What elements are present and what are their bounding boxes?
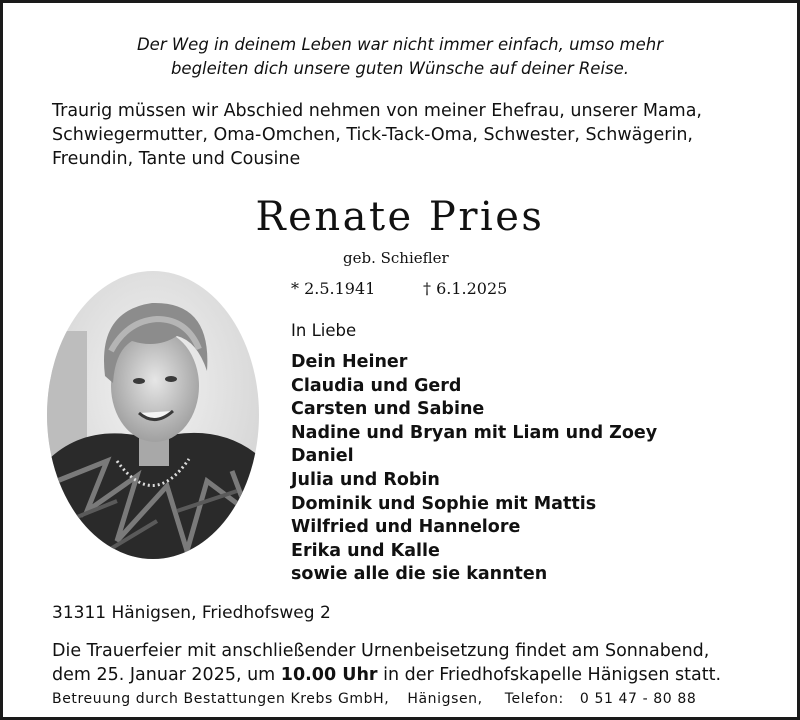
list-item: Wilfried und Hannelore bbox=[291, 517, 521, 538]
intro-line-1: Traurig müssen wir Abschied nehmen von meiner Ehefrau, unserer Mama, bbox=[52, 101, 702, 121]
ceremony-location: in der Friedhofskapelle Hänigsen statt. bbox=[377, 665, 722, 685]
funeral-home-town: Hänigsen, bbox=[407, 691, 483, 707]
funeral-home-name: Betreuung durch Bestattungen Krebs GmbH, bbox=[52, 691, 390, 707]
ceremony-time: 10.00 Uhr bbox=[280, 665, 378, 685]
list-item: Dominik und Sophie mit Mattis bbox=[291, 493, 597, 514]
ceremony-date: dem 25. Januar 2025, um bbox=[52, 665, 281, 685]
death-date: † 6.1.2025 bbox=[423, 279, 508, 298]
ceremony-line-2 bbox=[52, 663, 792, 687]
portrait-photo bbox=[47, 271, 259, 559]
motto bbox=[3, 33, 797, 81]
ceremony-info bbox=[52, 639, 792, 687]
motto-line-2: begleiten dich unsere guten Wünsche auf deiner Reise. bbox=[170, 59, 630, 78]
list-item: Nadine und Bryan mit Liam und Zoey bbox=[291, 422, 658, 443]
deceased-name: Renate Pries bbox=[255, 194, 545, 240]
intro-line-2: Schwiegermutter, Oma-Omchen, Tick-Tack-Oma, Schwester, Schwägerin, bbox=[52, 125, 693, 145]
birth-date: * 2.5.1941 bbox=[291, 279, 376, 298]
mourners-heading: In Liebe bbox=[291, 321, 357, 340]
list-item: sowie alle die sie kannten bbox=[291, 564, 548, 585]
list-item: Daniel bbox=[291, 446, 354, 467]
phone-number: 0 51 47 - 80 88 bbox=[579, 691, 697, 707]
maiden-name: geb. Schiefler bbox=[343, 249, 449, 267]
intro-text bbox=[52, 99, 792, 171]
funeral-home-footer bbox=[52, 691, 772, 707]
intro-line-3: Freundin, Tante und Cousine bbox=[52, 149, 301, 169]
mourners-list bbox=[291, 351, 657, 587]
list-item: Claudia und Gerd bbox=[291, 375, 462, 396]
list-item: Carsten und Sabine bbox=[291, 399, 485, 420]
list-item: Julia und Robin bbox=[291, 469, 440, 490]
list-item: Erika und Kalle bbox=[291, 540, 440, 561]
list-item: Dein Heiner bbox=[291, 352, 408, 372]
motto-line-1: Der Weg in deinem Leben war nicht immer einfach, umso mehr bbox=[136, 35, 664, 54]
phone-label: Telefon: bbox=[504, 691, 564, 707]
ceremony-line-1: Die Trauerfeier mit anschließender Urnenbeisetzung findet am Sonnabend, bbox=[52, 641, 710, 661]
mourning-address: 31311 Hänigsen, Friedhofsweg 2 bbox=[52, 603, 331, 623]
